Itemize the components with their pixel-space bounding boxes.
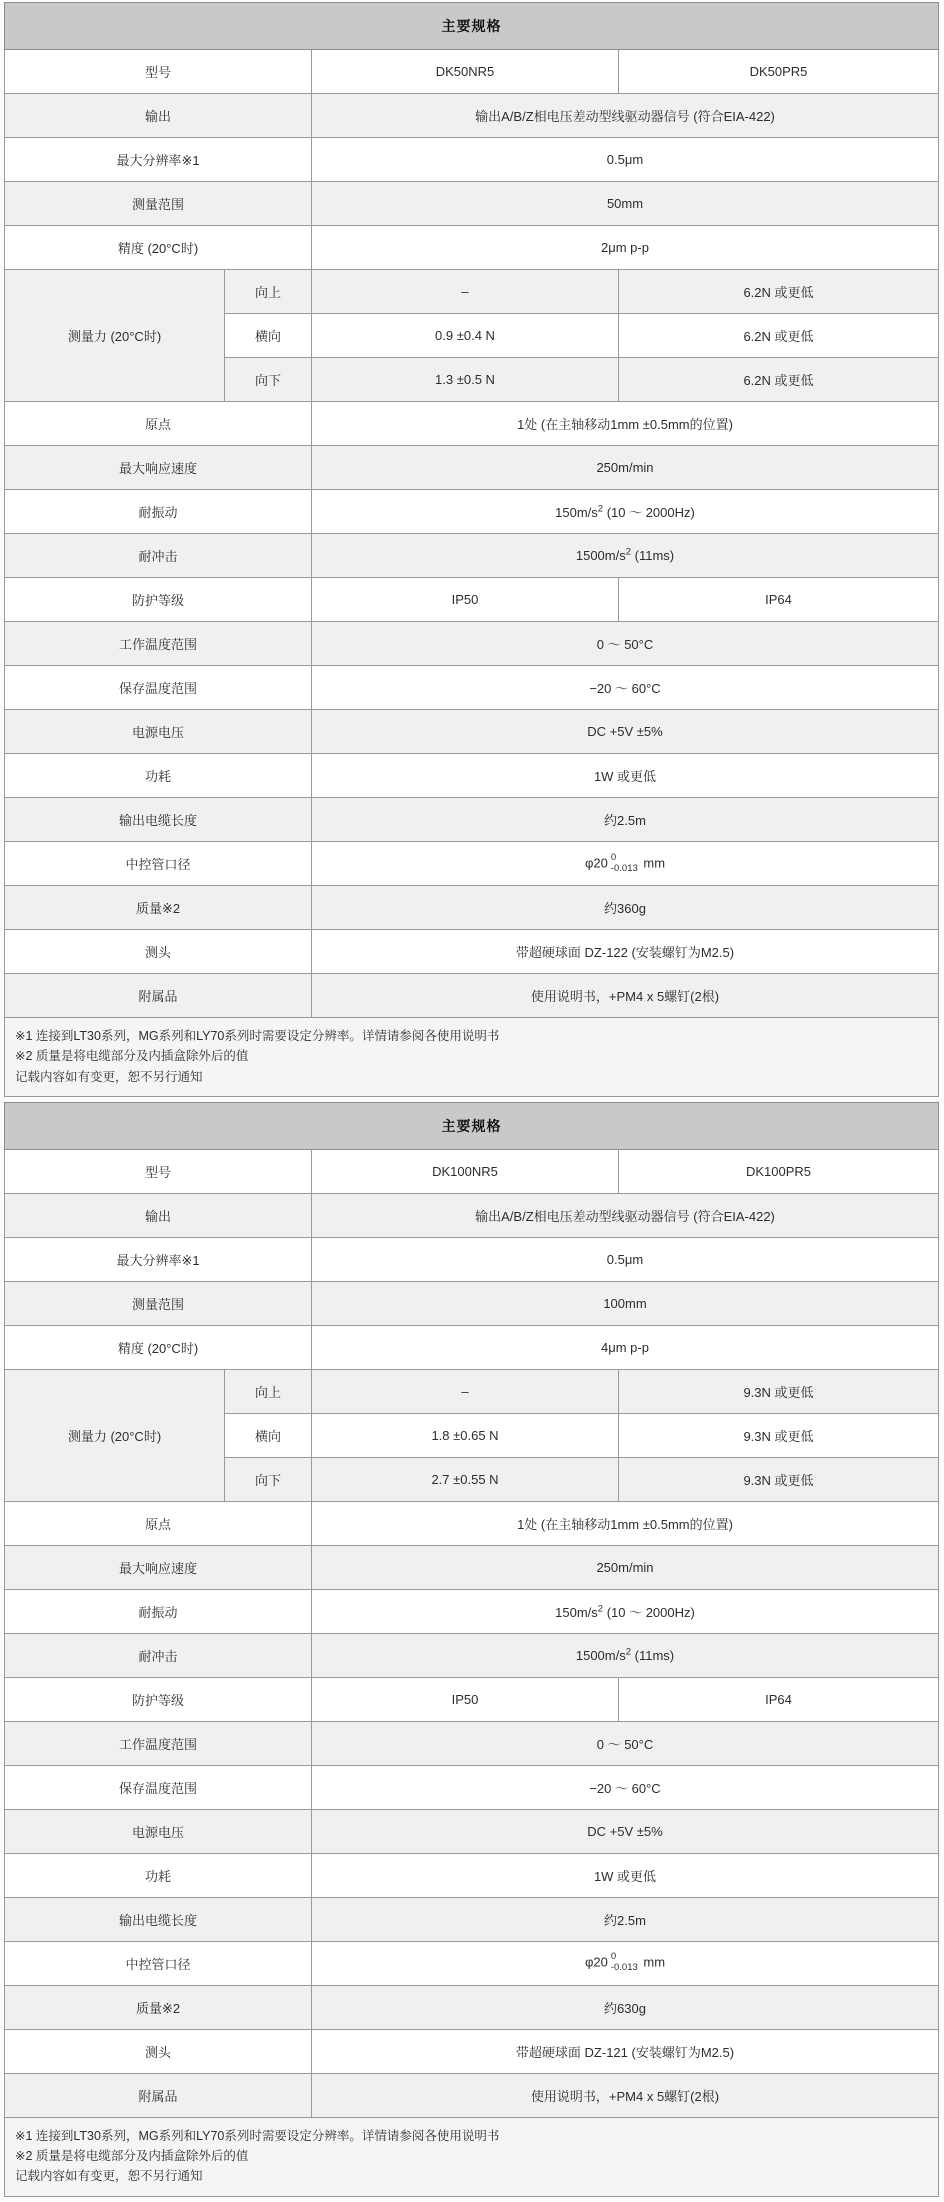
row-label: 中控管口径 — [5, 842, 312, 886]
cell-value: 0 ～ 50°C — [312, 1721, 939, 1765]
spec-row — [5, 490, 939, 534]
row-label: 最大响应速度 — [5, 1545, 312, 1589]
row-label: 最大响应速度 — [5, 446, 312, 490]
row-label: 精度 (20°C时) — [5, 226, 312, 270]
row-label: 电源电压 — [5, 710, 312, 754]
cell-value: 使用说明书，+PM4 x 5螺钉(2根) — [312, 974, 939, 1018]
row-label: 最大分辨率※1 — [5, 138, 312, 182]
row-label: 防护等级 — [5, 578, 312, 622]
cell-value: $1500m/s^2$ (11ms) — [312, 1633, 939, 1677]
spec-row — [5, 402, 939, 446]
spec-row — [5, 798, 939, 842]
spec-row — [5, 754, 939, 798]
spec-row — [5, 2073, 939, 2117]
spec-row — [5, 886, 939, 930]
cell-value: IP64 — [619, 578, 939, 622]
row-label: 测量力 (20°C时) — [5, 270, 225, 402]
row-label: 保存温度范围 — [5, 666, 312, 710]
cell-value: DC +5V ±5% — [312, 710, 939, 754]
row-label: 质量※2 — [5, 1985, 312, 2029]
spec-row — [5, 1369, 939, 1413]
cell-value: – — [312, 1369, 619, 1413]
footnotes — [4, 1018, 939, 1097]
cell-value: 1.3 ±0.5 N — [312, 358, 619, 402]
row-label: 型号 — [5, 1149, 312, 1193]
spec-row — [5, 1325, 939, 1369]
row-label: 测量范围 — [5, 182, 312, 226]
cell-value: 2.7 ±0.55 N — [312, 1457, 619, 1501]
spec-row — [5, 622, 939, 666]
row-label: 保存温度范围 — [5, 1765, 312, 1809]
cell-value: DC +5V ±5% — [312, 1809, 939, 1853]
spec-row — [5, 1985, 939, 2029]
spec-row — [5, 2029, 939, 2073]
row-label: 质量※2 — [5, 886, 312, 930]
row-label: 测量力 (20°C时) — [5, 1369, 225, 1501]
tolerance-stack: 0 -0.013 — [610, 1951, 638, 1974]
spec-row — [5, 1809, 939, 1853]
row-label: 原点 — [5, 402, 312, 446]
spec-row — [5, 94, 939, 138]
cell-value: IP50 — [312, 1677, 619, 1721]
cell-value: 1.8 ±0.65 N — [312, 1413, 619, 1457]
cell-value: 6.2N 或更低 — [619, 314, 939, 358]
row-label: 输出电缆长度 — [5, 798, 312, 842]
row-sublabel: 向下 — [225, 358, 312, 402]
superscript: 2 — [597, 1603, 604, 1615]
cell-value: 4μm p-p — [312, 1325, 939, 1369]
cell-value: $150m/s^2$ (10 ～ 2000Hz) — [312, 1589, 939, 1633]
row-label: 耐振动 — [5, 490, 312, 534]
spec-section-dk100 — [4, 1102, 939, 2197]
row-label: 最大分辨率※1 — [5, 1237, 312, 1281]
cell-value: φ20 0 -0.013 mm — [312, 842, 939, 886]
row-label: 工作温度范围 — [5, 622, 312, 666]
row-sublabel: 横向 — [225, 314, 312, 358]
spec-row — [5, 138, 939, 182]
cell-value: 9.3N 或更低 — [619, 1413, 939, 1457]
spec-row — [5, 1589, 939, 1633]
table-header-row — [5, 1102, 939, 1149]
row-sublabel: 向上 — [225, 270, 312, 314]
superscript: 2 — [625, 1646, 632, 1658]
spec-row — [5, 1897, 939, 1941]
spec-row — [5, 1721, 939, 1765]
spec-row — [5, 578, 939, 622]
cell-value: 0.9 ±0.4 N — [312, 314, 619, 358]
cell-value: 100mm — [312, 1281, 939, 1325]
row-sublabel: 向下 — [225, 1457, 312, 1501]
spec-row — [5, 666, 939, 710]
row-label: 附属品 — [5, 2073, 312, 2117]
cell-value: 输出A/B/Z相电压差动型线驱动器信号 (符合EIA-422) — [312, 1193, 939, 1237]
spec-row — [5, 1545, 939, 1589]
spec-row — [5, 1853, 939, 1897]
cell-value: 1处 (在主轴移动1mm ±0.5mm的位置) — [312, 402, 939, 446]
superscript: 2 — [597, 503, 604, 515]
spec-row — [5, 1941, 939, 1985]
row-label: 精度 (20°C时) — [5, 1325, 312, 1369]
cell-value: 9.3N 或更低 — [619, 1369, 939, 1413]
cell-value: 1W 或更低 — [312, 1853, 939, 1897]
cell-value: 输出A/B/Z相电压差动型线驱动器信号 (符合EIA-422) — [312, 94, 939, 138]
cell-value: 使用说明书，+PM4 x 5螺钉(2根) — [312, 2073, 939, 2117]
superscript: 2 — [625, 546, 632, 558]
spec-row — [5, 446, 939, 490]
cell-value: 250m/min — [312, 1545, 939, 1589]
row-label: 输出 — [5, 94, 312, 138]
cell-value: 1W 或更低 — [312, 754, 939, 798]
cell-value: DK50NR5 — [312, 50, 619, 94]
cell-value: 约630g — [312, 1985, 939, 2029]
spec-row — [5, 842, 939, 886]
footnote-line: 记载内容如有变更，恕不另行通知 — [15, 2169, 203, 2184]
cell-value: φ20 0 -0.013 mm — [312, 1941, 939, 1985]
row-label: 中控管口径 — [5, 1941, 312, 1985]
spec-row — [5, 1237, 939, 1281]
spec-row — [5, 270, 939, 314]
cell-value: 约2.5m — [312, 798, 939, 842]
cell-value: 1处 (在主轴移动1mm ±0.5mm的位置) — [312, 1501, 939, 1545]
spec-row — [5, 1193, 939, 1237]
row-label: 附属品 — [5, 974, 312, 1018]
row-label: 耐冲击 — [5, 1633, 312, 1677]
cell-value: IP64 — [619, 1677, 939, 1721]
row-label: 测头 — [5, 930, 312, 974]
row-label: 原点 — [5, 1501, 312, 1545]
row-sublabel: 横向 — [225, 1413, 312, 1457]
table-title: 主要规格 — [5, 1102, 939, 1149]
spec-row — [5, 1501, 939, 1545]
cell-value: DK100PR5 — [619, 1149, 939, 1193]
row-label: 电源电压 — [5, 1809, 312, 1853]
row-label: 功耗 — [5, 754, 312, 798]
footnote-line: ※2 质量是将电缆部分及内插盒除外后的值 — [15, 1049, 249, 1064]
spec-row — [5, 182, 939, 226]
spec-row — [5, 974, 939, 1018]
spec-row — [5, 710, 939, 754]
cell-value: DK50PR5 — [619, 50, 939, 94]
row-label: 测量范围 — [5, 1281, 312, 1325]
cell-value: $150m/s^2$ (10 ～ 2000Hz) — [312, 490, 939, 534]
cell-value: 带超硬球面 DZ-121 (安装螺钉为M2.5) — [312, 2029, 939, 2073]
footnote-line: ※2 质量是将电缆部分及内插盒除外后的值 — [15, 2149, 249, 2163]
spec-row — [5, 1765, 939, 1809]
cell-value: 约360g — [312, 886, 939, 930]
cell-value: 6.2N 或更低 — [619, 270, 939, 314]
footnotes — [4, 2118, 939, 2197]
spec-row — [5, 534, 939, 578]
row-label: 耐冲击 — [5, 534, 312, 578]
cell-value: 0.5μm — [312, 138, 939, 182]
footnote-line: 记载内容如有变更，恕不另行通知 — [15, 1069, 203, 1084]
row-label: 输出电缆长度 — [5, 1897, 312, 1941]
row-label: 耐振动 — [5, 1589, 312, 1633]
footnote-line: ※1 连接到LT30系列，MG系列和LY70系列时需要设定分辨率。详情请参阅各使用说明书 — [15, 2128, 500, 2143]
cell-value: 9.3N 或更低 — [619, 1457, 939, 1501]
footnote-line: ※1 连接到LT30系列，MG系列和LY70系列时需要设定分辨率。详情请参阅各使用说明书 — [15, 1029, 500, 1043]
cell-value: $1500m/s^2$ (11ms) — [312, 534, 939, 578]
cell-value: 2μm p-p — [312, 226, 939, 270]
row-label: 输出 — [5, 1193, 312, 1237]
row-sublabel: 向上 — [225, 1369, 312, 1413]
spec-row — [5, 1633, 939, 1677]
cell-value: 50mm — [312, 182, 939, 226]
cell-value: 约2.5m — [312, 1897, 939, 1941]
row-label: 型号 — [5, 50, 312, 94]
spec-section-dk50 — [4, 2, 939, 1097]
cell-value: 250m/min — [312, 446, 939, 490]
spec-row — [5, 1677, 939, 1721]
table-title: 主要规格 — [5, 3, 939, 50]
table-header-row — [5, 3, 939, 50]
cell-value: 0.5μm — [312, 1237, 939, 1281]
spec-row — [5, 1281, 939, 1325]
spec-row — [5, 226, 939, 270]
row-label: 测头 — [5, 2029, 312, 2073]
spec-row — [5, 1149, 939, 1193]
cell-value: 带超硬球面 DZ-122 (安装螺钉为M2.5) — [312, 930, 939, 974]
cell-value: 0 ～ 50°C — [312, 622, 939, 666]
cell-value: −20 ～ 60°C — [312, 666, 939, 710]
spec-table-dk50 — [4, 2, 939, 1018]
tolerance-stack: 0 -0.013 — [610, 851, 638, 874]
row-label: 防护等级 — [5, 1677, 312, 1721]
cell-value: 6.2N 或更低 — [619, 358, 939, 402]
spec-row — [5, 930, 939, 974]
spec-table-dk100 — [4, 1102, 939, 2118]
cell-value: IP50 — [312, 578, 619, 622]
cell-value: −20 ～ 60°C — [312, 1765, 939, 1809]
cell-value: DK100NR5 — [312, 1149, 619, 1193]
row-label: 功耗 — [5, 1853, 312, 1897]
cell-value: – — [312, 270, 619, 314]
spec-row — [5, 50, 939, 94]
row-label: 工作温度范围 — [5, 1721, 312, 1765]
